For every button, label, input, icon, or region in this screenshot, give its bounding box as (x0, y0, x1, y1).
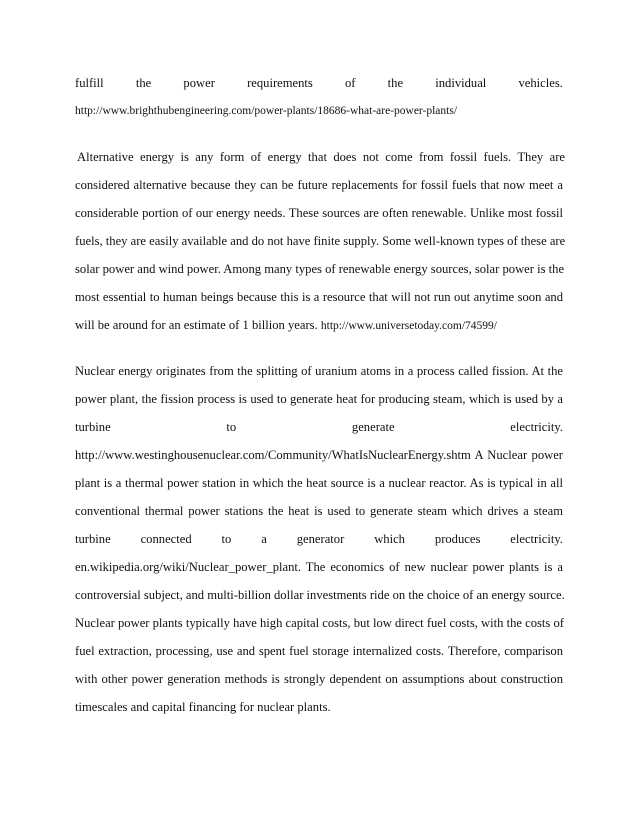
word: a (261, 532, 267, 546)
paragraph-line: solar power and wind power. Among many types of renewable energy sources, solar power is the (75, 262, 565, 276)
word: turbine (75, 420, 111, 434)
word: to (221, 532, 232, 546)
paragraph-line: Alternative energy is any form of energy that does not come from fossil fuels. They are (77, 150, 565, 164)
word: turbine (75, 532, 111, 546)
paragraph-line: http://www.westinghousenuclear.com/Community/WhatIsNuclearEnergy.shtm A Nuclear power (75, 448, 563, 462)
word: the (387, 76, 404, 90)
paragraph-line: considered alternative because they can be future replacements for fossil fuels that now meet a (75, 178, 563, 192)
paragraph-line: most essential to human beings because this is a resource that will not run out anytime soon and (75, 290, 563, 304)
word: fulfill (75, 76, 104, 90)
word: the (135, 76, 152, 90)
spread-line-3 (75, 531, 563, 547)
word: vehicles. (518, 76, 563, 90)
word: individual (435, 76, 487, 90)
paragraph-line: Nuclear energy originates from the splitting of uranium atoms in a process called fission. At the (75, 364, 563, 378)
paragraph-line: plant is a thermal power station in which the heat source is a nuclear reactor. As is typical in all (75, 476, 563, 490)
paragraph-line: power plant, the fission process is used to generate heat for producing steam, which is used by a (75, 392, 563, 406)
paragraph-text: will be around for an estimate of 1 billion years. (75, 318, 318, 332)
paragraph-line: controversial subject, and multi-billion dollar investments ride on the choice of an energy source. (75, 588, 565, 602)
paragraph-line: Nuclear power plants typically have high capital costs, but low direct fuel costs, with the costs of (75, 616, 564, 630)
word: power (183, 76, 215, 90)
spread-line-2 (75, 419, 563, 435)
paragraph-line: with other power generation methods is strongly dependent on assumptions about construction (75, 672, 563, 686)
paragraph-line: considerable portion of our energy needs. These sources are often renewable. Unlike most fossil (75, 206, 563, 220)
word: which (374, 532, 405, 546)
word: electricity. (510, 532, 563, 546)
paragraph-line-with-url (75, 317, 563, 334)
word: generator (296, 532, 345, 546)
url-line: http://www.brighthubengineering.com/power-plants/18686-what-are-power-plants/ (75, 105, 458, 117)
word: to (226, 420, 237, 434)
paragraph-line: fuel extraction, processing, use and spent fuel storage internalized costs. Therefore, comparison (75, 644, 563, 658)
paragraph-line: conventional thermal power stations the heat is used to generate steam which drives a steam (75, 504, 563, 518)
word: requirements (247, 76, 313, 90)
word: connected (140, 532, 192, 546)
spread-line-1 (75, 75, 563, 91)
word: electricity. (510, 420, 563, 434)
paragraph-line: en.wikipedia.org/wiki/Nuclear_power_plant. The economics of new nuclear power plants is a (75, 560, 563, 574)
paragraph-line: fuels, they are easily available and do not have finite supply. Some well-known types of these are (75, 234, 566, 248)
source-link: http://www.universetoday.com/74599/ (320, 320, 497, 332)
paragraph-line: timescales and capital financing for nuclear plants. (75, 700, 331, 714)
word: of (345, 76, 356, 90)
word: produces (434, 532, 481, 546)
word: generate (351, 420, 395, 434)
